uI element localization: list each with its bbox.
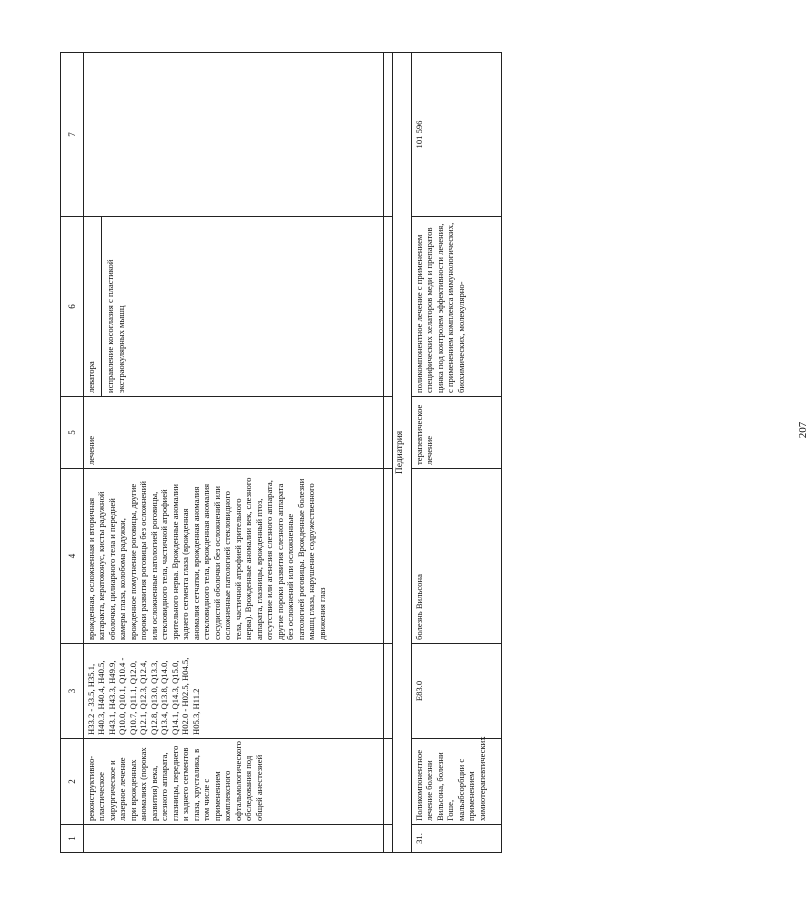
cell-treatment-type: терапевтическое лечение — [412, 397, 502, 469]
column-header-4: 4 — [61, 469, 84, 644]
treatment-method-bottom: исправление косоглазия с пластикой экстраокулярных мышц — [105, 259, 126, 393]
cell-treatment-method — [84, 217, 384, 397]
column-header-1: 1 — [61, 825, 84, 853]
treatment-method-top: леватора — [84, 217, 102, 396]
cell-cost: 101 596 — [412, 53, 502, 217]
cell-diagnosis: болезнь Вильсона — [412, 469, 502, 644]
cell-number — [84, 825, 384, 853]
table-row-continued — [84, 53, 384, 853]
column-header-6: 6 — [61, 217, 84, 397]
page-number: 207 — [797, 421, 809, 439]
cell-icd-codes: E83.0 — [412, 644, 502, 739]
cell-icd-codes: H33.2 - 33.5, H35.1, H40.3, H40.4, H40.5, H43.1, H43.3, H49.9, Q10.0, Q10.1, Q10.4 - Q10.7, Q11.1, Q12.0, Q12.1, Q12.3, Q12.4, Q12.8, Q13.0, Q13.3, Q13.4, Q13.8, Q14.0, Q14.1, Q14.3, Q15.0, H02.0 - H02.5, H04.5, H05.3, H11.2 — [84, 644, 384, 739]
column-header-3: 3 — [61, 644, 84, 739]
cell-method-name: Поликомпонентное лечение болезни Вильсона, болезни Гоше, мальабсорбции с применением химиотерапевтических — [412, 739, 502, 825]
procedures-table — [60, 52, 502, 853]
section-title: Педиатрия — [393, 53, 412, 853]
cell-cost — [84, 53, 384, 217]
column-header-7: 7 — [61, 53, 84, 217]
spacer-row — [384, 53, 393, 853]
cell-diagnosis: врожденная, осложненная и вторичная катаракта, кератоконус, кисты радужной оболочки, цилиарного тела и передней камеры глаза, колобома радужки, врожденное помутнение роговицы, другие пороки развития роговицы без осложнений или осложненные патологией роговицы, стекловидного тела, частичной атрофией зрительного нерва. Врожденные аномалии заднего сегмента глаза (врожденная аномалия сетчатки, врожденная аномалия стекловидного тела, врожденная аномалия сосудистой оболочки без осложнений или осложненные патологией стекловидного тела, частичной атрофией зрительного нерва). Врожденные аномалии век, слезного аппарата, глазницы, врожденный птоз, отсутствие или агенезия слезного аппарата, другие пороки развития слезного аппарата без осложнений или осложненные патологией роговицы. Врожденные болезни мышц глаза, нарушение содружественного движения глаз — [84, 469, 384, 644]
column-header-2: 2 — [61, 739, 84, 825]
cell-treatment-method: поликомпонентное лечение с применением специфических хелаторов меди и препаратов цинка под контролем эффективности лечения, с применением комплекса иммунологических, биохимических, молекулярно- — [412, 217, 502, 397]
column-header-5: 5 — [61, 397, 84, 469]
cell-number: 31. — [412, 825, 502, 853]
header-row — [61, 53, 84, 853]
cell-method-name: реконструктивно-пластическое хирургическое и лазерное лечение при врожденных аномалиях (пороках развития) века, слезного аппарата, глазницы, переднего и заднего сегментов глаза, хрусталика, в том числе с применением комплексного офтальмологического обследования под общей анестезией — [84, 739, 384, 825]
section-row — [393, 53, 412, 853]
rotated-page — [60, 53, 495, 853]
cell-treatment-type: лечение — [84, 397, 384, 469]
table-row-31 — [412, 53, 502, 853]
